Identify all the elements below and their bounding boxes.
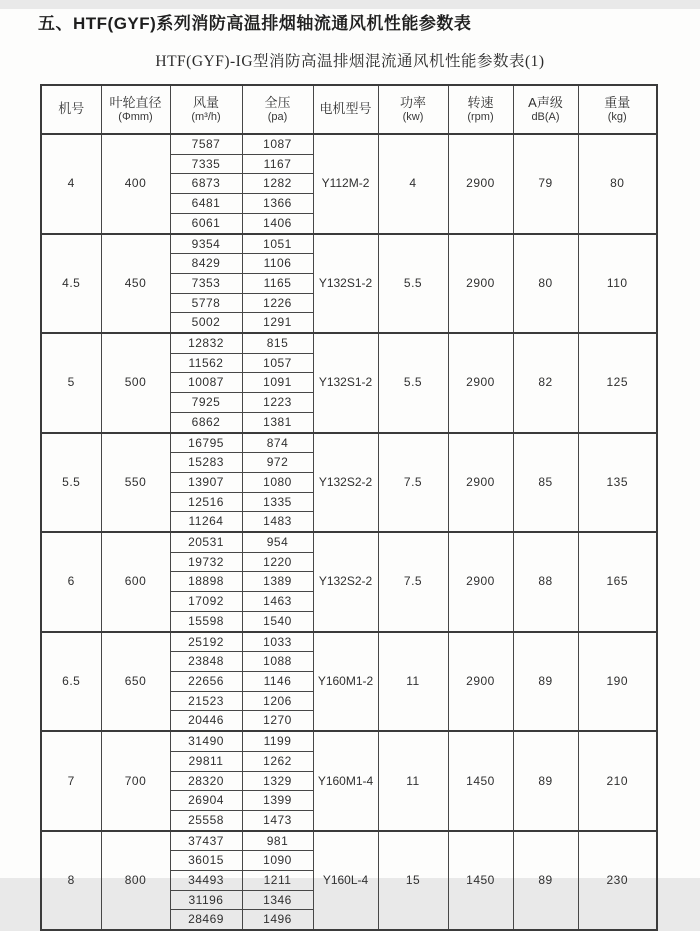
cell-pressure: 1051 bbox=[242, 234, 313, 254]
cell-flow: 37437 bbox=[170, 831, 242, 851]
cell-flow: 28469 bbox=[170, 910, 242, 930]
cell-pressure: 1223 bbox=[242, 393, 313, 413]
cell-pressure: 1088 bbox=[242, 652, 313, 672]
cell-pressure: 1199 bbox=[242, 731, 313, 751]
cell-flow: 16795 bbox=[170, 433, 242, 453]
cell-noise: 89 bbox=[513, 632, 578, 732]
cell-pressure: 1540 bbox=[242, 611, 313, 631]
header-unit: (m³/h) bbox=[191, 110, 221, 123]
cell-pressure: 1389 bbox=[242, 572, 313, 592]
cell-pressure: 1282 bbox=[242, 174, 313, 194]
cell-flow: 12516 bbox=[170, 492, 242, 512]
cell-flow: 31196 bbox=[170, 890, 242, 910]
header-label: 风量 bbox=[192, 94, 219, 110]
cell-model-no: 7 bbox=[41, 731, 101, 831]
cell-speed: 2900 bbox=[448, 234, 513, 334]
cell-flow: 17092 bbox=[170, 592, 242, 612]
cell-pressure: 1106 bbox=[242, 254, 313, 274]
cell-pressure: 954 bbox=[242, 532, 313, 552]
cell-pressure: 1496 bbox=[242, 910, 313, 930]
table-header-row bbox=[41, 85, 657, 134]
cell-power: 5.5 bbox=[378, 234, 448, 334]
cell-pressure: 1206 bbox=[242, 691, 313, 711]
cell-weight: 135 bbox=[578, 433, 657, 533]
cell-noise: 88 bbox=[513, 532, 578, 632]
cell-power: 11 bbox=[378, 731, 448, 831]
cell-pressure: 981 bbox=[242, 831, 313, 851]
cell-power: 11 bbox=[378, 632, 448, 732]
cell-flow: 9354 bbox=[170, 234, 242, 254]
cell-pressure: 815 bbox=[242, 333, 313, 353]
cell-power: 7.5 bbox=[378, 532, 448, 632]
cell-pressure: 1270 bbox=[242, 711, 313, 731]
table-row bbox=[41, 632, 657, 652]
header-label: 重量 bbox=[604, 94, 631, 110]
header-flow bbox=[170, 85, 242, 134]
cell-noise: 85 bbox=[513, 433, 578, 533]
cell-flow: 6481 bbox=[170, 194, 242, 214]
cell-flow: 36015 bbox=[170, 851, 242, 871]
cell-pressure: 1080 bbox=[242, 472, 313, 492]
cell-pressure: 1346 bbox=[242, 890, 313, 910]
table-row bbox=[41, 234, 657, 254]
cell-pressure: 972 bbox=[242, 453, 313, 473]
cell-pressure: 1087 bbox=[242, 134, 313, 154]
header-weight bbox=[578, 85, 657, 134]
cell-noise: 89 bbox=[513, 831, 578, 931]
header-motor bbox=[313, 85, 378, 134]
cell-model-no: 6 bbox=[41, 532, 101, 632]
cell-flow: 8429 bbox=[170, 254, 242, 274]
cell-speed: 1450 bbox=[448, 731, 513, 831]
cell-flow: 5778 bbox=[170, 293, 242, 313]
cell-weight: 165 bbox=[578, 532, 657, 632]
header-diameter bbox=[101, 85, 170, 134]
cell-diameter: 550 bbox=[101, 433, 170, 533]
cell-flow: 21523 bbox=[170, 691, 242, 711]
cell-flow: 20531 bbox=[170, 532, 242, 552]
cell-pressure: 1381 bbox=[242, 412, 313, 432]
cell-flow: 31490 bbox=[170, 731, 242, 751]
cell-flow: 13907 bbox=[170, 472, 242, 492]
cell-pressure: 1463 bbox=[242, 592, 313, 612]
cell-pressure: 1165 bbox=[242, 273, 313, 293]
cell-diameter: 700 bbox=[101, 731, 170, 831]
header-unit: (pa) bbox=[267, 110, 288, 123]
cell-speed: 1450 bbox=[448, 831, 513, 931]
cell-noise: 80 bbox=[513, 234, 578, 334]
cell-model-no: 5 bbox=[41, 333, 101, 433]
header-unit: (kw) bbox=[402, 110, 424, 123]
header-label: 全压 bbox=[264, 94, 291, 110]
cell-model-no: 4.5 bbox=[41, 234, 101, 334]
header-unit: (rpm) bbox=[467, 110, 494, 123]
cell-power: 4 bbox=[378, 134, 448, 234]
cell-diameter: 600 bbox=[101, 532, 170, 632]
cell-model-no: 6.5 bbox=[41, 632, 101, 732]
header-label: 叶轮直径 bbox=[109, 94, 162, 110]
header-label: 机号 bbox=[58, 101, 85, 117]
cell-flow: 22656 bbox=[170, 671, 242, 691]
cell-flow: 28320 bbox=[170, 771, 242, 791]
cell-weight: 190 bbox=[578, 632, 657, 732]
cell-flow: 11264 bbox=[170, 512, 242, 532]
cell-motor: Y160M1-4 bbox=[313, 731, 378, 831]
table-row bbox=[41, 831, 657, 851]
cell-speed: 2900 bbox=[448, 134, 513, 234]
cell-pressure: 1329 bbox=[242, 771, 313, 791]
cell-pressure: 1366 bbox=[242, 194, 313, 214]
table-row bbox=[41, 433, 657, 453]
cell-flow: 15283 bbox=[170, 453, 242, 473]
cell-flow: 19732 bbox=[170, 552, 242, 572]
cell-flow: 29811 bbox=[170, 751, 242, 771]
cell-weight: 230 bbox=[578, 831, 657, 931]
cell-pressure: 1473 bbox=[242, 810, 313, 830]
cell-diameter: 450 bbox=[101, 234, 170, 334]
cell-flow: 25558 bbox=[170, 810, 242, 830]
cell-flow: 6873 bbox=[170, 174, 242, 194]
cell-pressure: 1483 bbox=[242, 512, 313, 532]
cell-flow: 6862 bbox=[170, 412, 242, 432]
header-label: A声级 bbox=[528, 94, 563, 110]
cell-motor: Y132S1-2 bbox=[313, 333, 378, 433]
header-speed bbox=[448, 85, 513, 134]
cell-flow: 5002 bbox=[170, 313, 242, 333]
cell-pressure: 1211 bbox=[242, 871, 313, 891]
header-power bbox=[378, 85, 448, 134]
performance-table bbox=[40, 84, 658, 931]
cell-model-no: 5.5 bbox=[41, 433, 101, 533]
cell-pressure: 1335 bbox=[242, 492, 313, 512]
cell-pressure: 1399 bbox=[242, 791, 313, 811]
cell-speed: 2900 bbox=[448, 632, 513, 732]
cell-pressure: 1167 bbox=[242, 154, 313, 174]
cell-pressure: 1262 bbox=[242, 751, 313, 771]
table-caption: HTF(GYF)-IG型消防高温排烟混流通风机性能参数表(1) bbox=[155, 53, 545, 70]
cell-model-no: 4 bbox=[41, 134, 101, 234]
cell-flow: 6061 bbox=[170, 213, 242, 233]
header-unit: (kg) bbox=[607, 110, 627, 123]
cell-diameter: 400 bbox=[101, 134, 170, 234]
cell-pressure: 1220 bbox=[242, 552, 313, 572]
cell-speed: 2900 bbox=[448, 333, 513, 433]
cell-diameter: 800 bbox=[101, 831, 170, 931]
cell-pressure: 1146 bbox=[242, 671, 313, 691]
header-noise bbox=[513, 85, 578, 134]
table-row bbox=[41, 134, 657, 154]
cell-pressure: 1406 bbox=[242, 213, 313, 233]
table-row bbox=[41, 333, 657, 353]
cell-weight: 80 bbox=[578, 134, 657, 234]
table-row bbox=[41, 532, 657, 552]
cell-pressure: 1033 bbox=[242, 632, 313, 652]
cell-pressure: 1226 bbox=[242, 293, 313, 313]
cell-flow: 7353 bbox=[170, 273, 242, 293]
cell-speed: 2900 bbox=[448, 433, 513, 533]
cell-diameter: 500 bbox=[101, 333, 170, 433]
cell-flow: 7587 bbox=[170, 134, 242, 154]
cell-flow: 34493 bbox=[170, 871, 242, 891]
cell-flow: 7335 bbox=[170, 154, 242, 174]
header-label: 电机型号 bbox=[319, 101, 372, 117]
cell-noise: 79 bbox=[513, 134, 578, 234]
header-unit: dB(A) bbox=[531, 110, 560, 123]
cell-pressure: 1091 bbox=[242, 373, 313, 393]
table-row bbox=[41, 731, 657, 751]
header-label: 功率 bbox=[399, 94, 426, 110]
cell-motor: Y160M1-2 bbox=[313, 632, 378, 732]
cell-noise: 89 bbox=[513, 731, 578, 831]
cell-motor: Y132S2-2 bbox=[313, 433, 378, 533]
cell-motor: Y132S2-2 bbox=[313, 532, 378, 632]
document-page bbox=[0, 9, 700, 927]
cell-motor: Y132S1-2 bbox=[313, 234, 378, 334]
cell-motor: Y160L-4 bbox=[313, 831, 378, 931]
cell-flow: 25192 bbox=[170, 632, 242, 652]
header-unit: (Φmm) bbox=[118, 110, 153, 123]
cell-weight: 125 bbox=[578, 333, 657, 433]
cell-weight: 110 bbox=[578, 234, 657, 334]
cell-flow: 7925 bbox=[170, 393, 242, 413]
cell-flow: 10087 bbox=[170, 373, 242, 393]
cell-speed: 2900 bbox=[448, 532, 513, 632]
cell-diameter: 650 bbox=[101, 632, 170, 732]
cell-flow: 12832 bbox=[170, 333, 242, 353]
page-title: 五、HTF(GYF)系列消防高温排烟轴流通风机性能参数表 bbox=[38, 14, 472, 33]
cell-flow: 18898 bbox=[170, 572, 242, 592]
cell-flow: 20446 bbox=[170, 711, 242, 731]
cell-power: 7.5 bbox=[378, 433, 448, 533]
cell-motor: Y112M-2 bbox=[313, 134, 378, 234]
header-pressure bbox=[242, 85, 313, 134]
header-label: 转速 bbox=[467, 94, 494, 110]
cell-pressure: 1090 bbox=[242, 851, 313, 871]
cell-noise: 82 bbox=[513, 333, 578, 433]
cell-weight: 210 bbox=[578, 731, 657, 831]
cell-power: 5.5 bbox=[378, 333, 448, 433]
cell-model-no: 8 bbox=[41, 831, 101, 931]
cell-pressure: 1291 bbox=[242, 313, 313, 333]
cell-flow: 26904 bbox=[170, 791, 242, 811]
cell-flow: 11562 bbox=[170, 353, 242, 373]
header-model-no bbox=[41, 85, 101, 134]
cell-flow: 23848 bbox=[170, 652, 242, 672]
cell-flow: 15598 bbox=[170, 611, 242, 631]
cell-power: 15 bbox=[378, 831, 448, 931]
cell-pressure: 874 bbox=[242, 433, 313, 453]
cell-pressure: 1057 bbox=[242, 353, 313, 373]
